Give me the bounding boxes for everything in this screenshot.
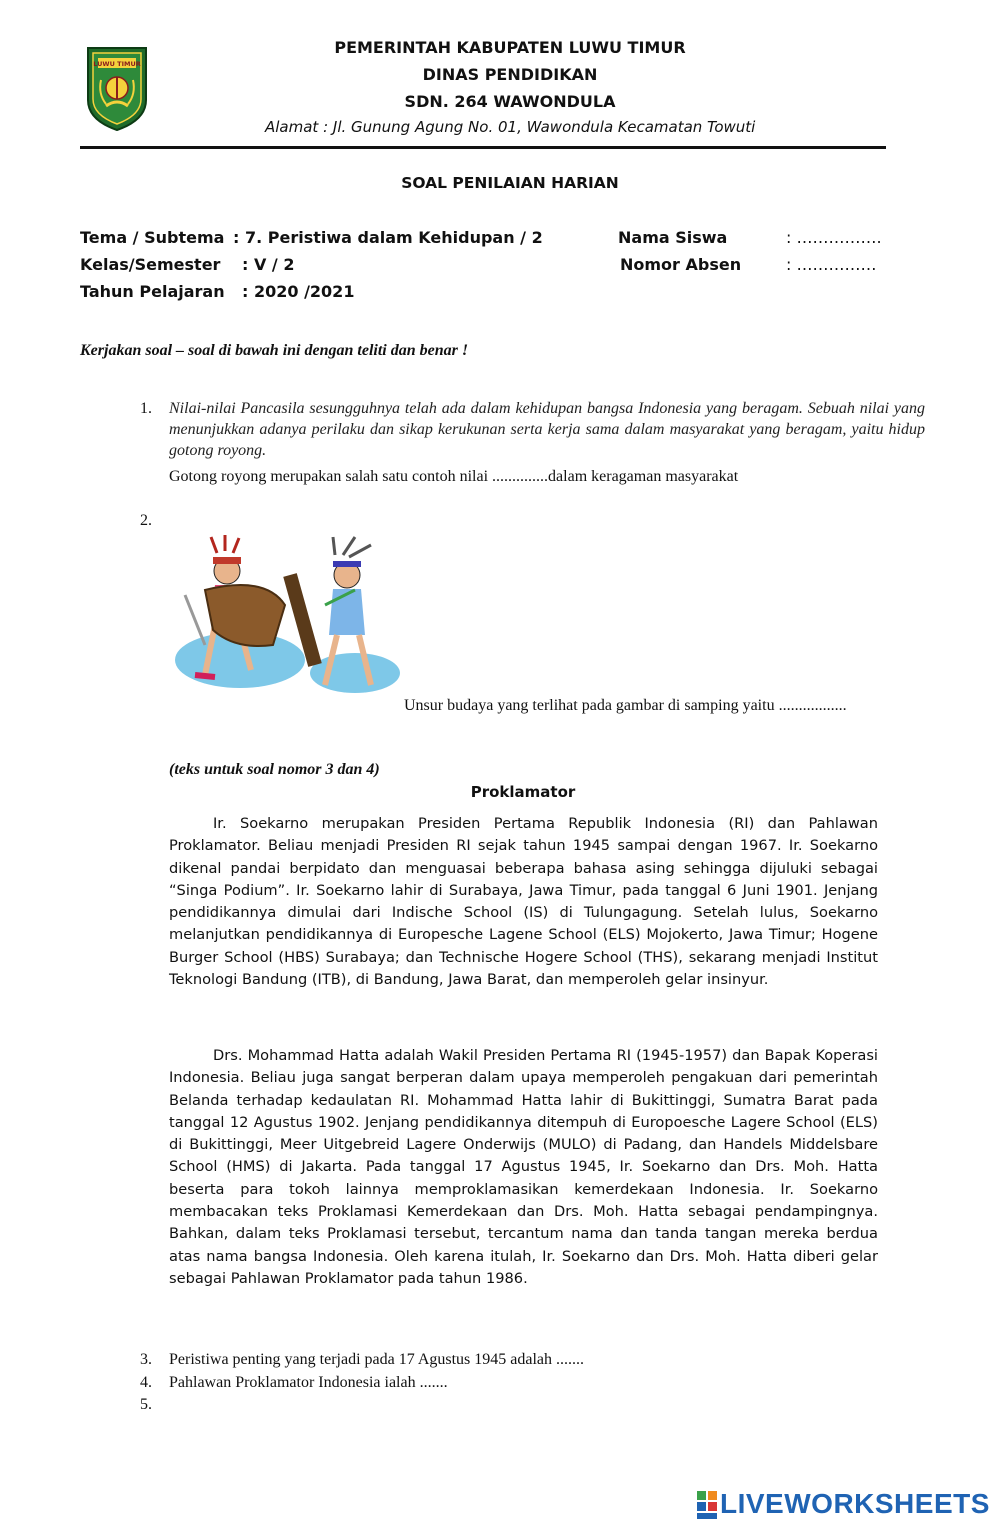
reading-paragraph-2: Drs. Mohammad Hatta adalah Wakil Presiden Pertama RI (1945-1957) dan Bapak Koperasi Indonesia. Beliau juga sangat berperan dalam upaya memperoleh pengakuan dari pemerintah Belanda terhadap kedaulatan RI. Mohammad Hatta lahir di Bukittinggi, Sumatra Barat pada tanggal 12 Agustus 1902. Jenjang pendidikannya ditempuh di Europoesche Lagere School (ELS) di Bukittinggi, Meer Uitgebreid Lagere Onderwijs (MULO) di Padang, dan Handels Middelsbare School (HMS) di Jakarta. Pada tanggal 17 Agustus 1945, Ir. Soekarno dan Drs. Moh. Hatta beserta para tokoh lainnya memproklamasikan kemerdekaan Indonesia. Ir. Soekarno membacakan teks Proklamasi Kemerdekaan dan Drs. Moh. Hatta sebagai pendampingnya. Bahkan, dalam teks Proklamasi tersebut, tercantum nama dan tanda tangan mereka berdua atas nama bangsa Indonesia. Oleh karena itulah, Ir. Soekarno dan Drs. Moh. Hatta diberi gelar sebagai Pahlawan Proklamator pada tahun 1986.	[169, 1047, 878, 1287]
nama-label: Nama Siswa	[618, 228, 728, 247]
q1-stem: Nilai-nilai Pancasila sesungguhnya telah ada dalam kehidupan bangsa Indonesia yang beragam. Sebuah nilai yang menunjukkan adanya perilaku dan sikap kerukunan serta kerja sama dalam masyarakat yang beragam, yaitu hidup gotong royong.	[169, 400, 925, 459]
liveworksheets-logo[interactable]	[696, 1488, 996, 1522]
header-school: SDN. 264 WAWONDULA	[404, 92, 616, 111]
q5-number: 5.	[140, 1396, 152, 1413]
q2-number: 2.	[140, 512, 152, 529]
school-logo	[84, 44, 150, 132]
q4-number: 4.	[140, 1374, 152, 1391]
liveworksheets-wordmark: LIVEWORKSHEETS	[720, 1488, 990, 1519]
page-title: SOAL PENILAIAN HARIAN	[401, 174, 619, 192]
logo-lettering: LUWU TIMUR	[93, 60, 141, 68]
absen-label: Nomor Absen	[620, 255, 742, 274]
q2-question: Unsur budaya yang terlihat pada gambar di samping yaitu .................	[404, 697, 847, 714]
reading-title: Proklamator	[470, 783, 576, 801]
kelas-value: : V / 2	[242, 255, 295, 274]
reading-note: (teks untuk soal nomor 3 dan 4)	[169, 761, 380, 778]
header-department: DINAS PENDIDIKAN	[422, 65, 598, 84]
tahun-value: : 2020 /2021	[242, 282, 355, 301]
tahun-label: Tahun Pelajaran	[80, 282, 225, 301]
q3-number: 3.	[140, 1351, 152, 1368]
q4-question: Pahlawan Proklamator Indonesia ialah .......	[169, 1374, 448, 1391]
header-divider	[80, 146, 886, 149]
dance-illustration	[165, 535, 405, 705]
q1-question: Gotong royong merupakan salah satu contoh nilai ..............dalam keragaman masyarakat	[169, 468, 739, 485]
q3-question: Peristiwa penting yang terjadi pada 17 Agustus 1945 adalah .......	[169, 1351, 585, 1368]
reading-paragraph-1: Ir. Soekarno merupakan Presiden Pertama Republik Indonesia (RI) dan Pahlawan Proklamator. Beliau menjadi Presiden RI sejak tahun 1945 sampai dengan 1967. Ir. Soekarno dikenal pandai berpidato dan menguasai beberapa bahasa asing sehingga dijuluki sebagai “Singa Podium”. Ir. Soekarno lahir di Surabaya, Jawa Timur, pada tanggal 6 Juni 1901. Jenjang pendidikannya dimulai dari Indische School (IS) di Tulungagung. Setelah lulus, Soekarno melanjutkan pendidikannya di Europesche Lagene School (ELS) Mojokerto, Jawa Timur; Hogene Burger School (HBS) Surabaya; dan Technische Hogere School (THS), sekarang menjadi Institut Teknologi Bandung (ITB), di Bandung, Jawa Barat, dan memperoleh gelar insinyur.	[169, 815, 878, 989]
kelas-label: Kelas/Semester	[80, 255, 221, 274]
absen-value[interactable]: : ……………	[786, 255, 877, 274]
nama-value[interactable]: : …………….	[786, 228, 882, 247]
tema-label: Tema / Subtema	[80, 228, 225, 247]
tema-value: : 7. Peristiwa dalam Kehidupan / 2	[233, 228, 543, 247]
instruction: Kerjakan soal – soal di bawah ini dengan teliti dan benar !	[80, 342, 469, 359]
header-government: PEMERINTAH KABUPATEN LUWU TIMUR	[334, 38, 686, 57]
liveworksheets-icon	[696, 1490, 718, 1520]
q1-number: 1.	[140, 400, 152, 417]
header-address: Alamat : Jl. Gunung Agung No. 01, Wawondula Kecamatan Towuti	[265, 118, 756, 136]
